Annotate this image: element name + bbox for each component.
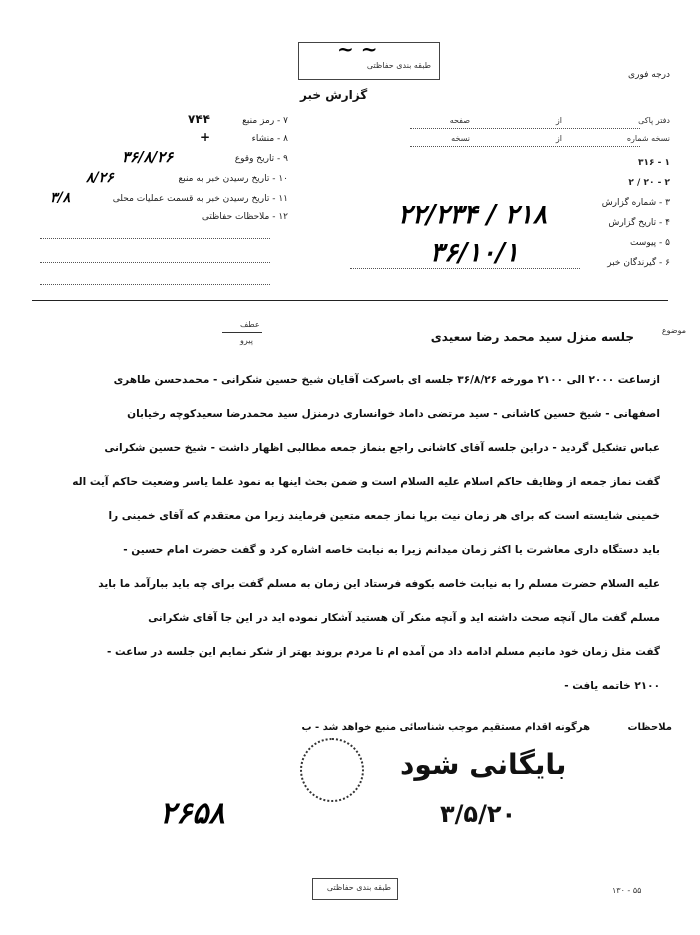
body-line: ازساعت ۲۰۰۰ الی ۲۱۰۰ مورخه ۳۶/۸/۲۶ جلسه ای باسرکت آقایان شیخ حسین شکرانی - محمدحسن طاهری bbox=[113, 374, 660, 386]
body-line: ۲۱۰۰ خاتمه یافت - bbox=[564, 680, 660, 692]
handwritten-report-date: ۳۶/۱۰/۱ bbox=[430, 238, 519, 268]
list-item-label: ۹ - تاریخ وقوع bbox=[234, 154, 288, 164]
subject-label: موضوع bbox=[661, 326, 686, 335]
footer-classification: طبقه بندی حفاظتی bbox=[326, 883, 391, 892]
list-item-value: ۷۴۴ bbox=[188, 112, 210, 126]
list-item-label: ۷ - رمز منبع bbox=[242, 116, 288, 126]
body-line: مسلم گفت مال آنچه صحت داشته اید و آنچه منکر آن هستید آشکار نموده اید در این جا آقای شکرانی bbox=[148, 612, 660, 624]
list-item-value: ۸/۲۶ bbox=[86, 170, 114, 186]
field-label: دفتر پاکی bbox=[638, 116, 670, 125]
followup-label: پیرو bbox=[240, 336, 253, 345]
list-item-value: ۳۶/۸/۲۶ bbox=[122, 148, 174, 166]
list-item-label: ۱۲ - ملاحظات حفاظتی bbox=[201, 212, 288, 222]
list-item: ۱ - ۳۱۶ bbox=[638, 158, 670, 168]
scribble-mark: ~ ~ bbox=[337, 37, 378, 61]
body-line: باید دستگاه داری معاشرت یا اکثر زمان میدانم زیرا به نیابت خاصه اشاره کرد و گفت حضرت امام حسین - bbox=[123, 544, 660, 556]
list-item-label: ۱۱ - تاریخ رسیدن خبر به قسمت عملیات محلی bbox=[112, 194, 288, 204]
field-mid: از bbox=[555, 134, 562, 143]
reference-label: عطف bbox=[240, 320, 260, 329]
field-right: نسخه bbox=[451, 134, 470, 143]
list-item-value: + bbox=[200, 130, 211, 144]
stamp-date: ۳/۵/۲۰ bbox=[440, 800, 517, 828]
subject-text: جلسه منزل سید محمد رضا سعیدی bbox=[430, 330, 634, 344]
divider bbox=[32, 300, 668, 301]
body-line: اصفهانی - شیخ حسین کاشانی - سید مرتضی داماد خوانساری درمنزل سید محمدرضا سعیدکوچه رخیابان bbox=[127, 408, 660, 420]
list-item-label: ۸ - منشاء bbox=[251, 134, 288, 144]
list-item-label: ۱۰ - تاریخ رسیدن خبر به منبع bbox=[178, 174, 288, 184]
footer-box bbox=[312, 878, 398, 900]
body-line: گفت مثل زمان خود مانیم مسلم ادامه داد من آمده ام تا مردم بروند بهتر از شکر نمایم این جلسه در ساعت - bbox=[106, 646, 660, 658]
seal-icon bbox=[300, 738, 364, 802]
form-title: گزارش خبر bbox=[300, 88, 368, 102]
urgency-label: درجه فوری bbox=[628, 70, 670, 80]
list-item: ۲ - ۲۰ / ۲ bbox=[628, 178, 670, 188]
list-item-value: ۳/۸ bbox=[50, 190, 71, 206]
body-line: گفت نماز جمعه از وظایف حاکم اسلام علیه السلام است و ضمن بحث اینها به نمود علما یاسر وضعیت حاکم آیت اله bbox=[72, 476, 660, 488]
classification-label: طبقه بندی حفاظتی bbox=[366, 61, 431, 70]
body-line: خمینی شایسته است که برای هر زمان نیت برپا نماز جمعه متعین فرمایند زیرا من معتقدم که آقای خمینی را bbox=[108, 510, 660, 522]
list-item: ۳ - شماره گزارش bbox=[601, 198, 670, 208]
reference-rule bbox=[222, 332, 262, 333]
form-code: ۱۳۰ - ۵۵ bbox=[612, 886, 642, 895]
list-item: ۶ - گیرندگان خبر bbox=[607, 258, 670, 268]
field-label: نسخه شماره bbox=[626, 134, 670, 143]
list-item: ۵ - پیوست bbox=[629, 238, 670, 248]
field-right: صفحه bbox=[449, 116, 470, 125]
classification-box bbox=[298, 37, 440, 80]
handwritten-number: ۲۶۵۸ bbox=[160, 796, 225, 831]
remarks-text: هرگونه اقدام مستقیم موجب شناسائی منبع خواهد شد - ب bbox=[301, 722, 590, 733]
remarks-label: ملاحظات bbox=[627, 722, 672, 733]
field-mid: از bbox=[555, 116, 562, 125]
body-line: علیه السلام حضرت مسلم را به نیابت خاصه بکوفه فرستاد این زمان به مسلم گفت برای چه باید ببارآمد ما باید bbox=[98, 578, 660, 590]
handwritten-report-number: ۲۲/۲۳۴ / ۲۱۸ bbox=[398, 200, 547, 230]
list-item: ۴ - تاریخ گزارش bbox=[608, 218, 670, 228]
body-line: عباس تشکیل گردید - دراین جلسه آقای کاشانی راجع بنماز جمعه مطالبی اظهار داشت - شیخ حسین شکرانی bbox=[104, 442, 660, 454]
archive-stamp: بایگانی شود bbox=[400, 748, 567, 781]
